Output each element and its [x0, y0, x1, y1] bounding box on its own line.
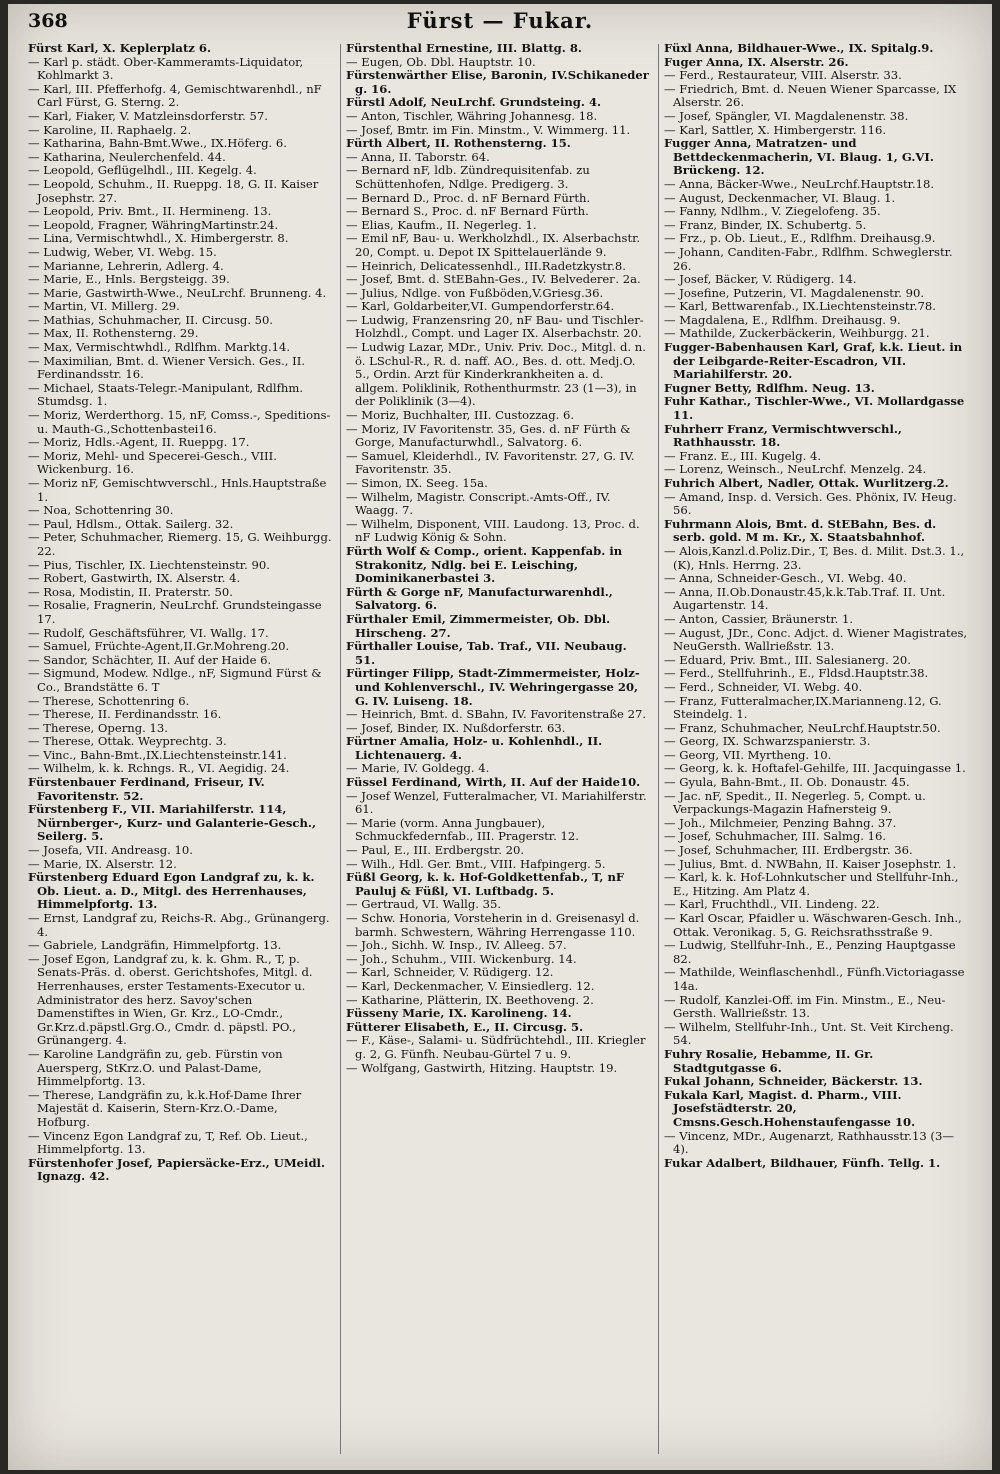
directory-entry: — Karl, Bettwarenfab., IX.Liechtensteinstr.78.: [664, 299, 936, 314]
directory-entry: — Katharine, Plätterin, IX. Beethoveng. 2.: [346, 992, 594, 1007]
directory-heading-entry: Fürth Wolf & Comp., orient. Kappenfab. in Strakonitz, Ndlg. bei E. Leisching, Dominikanerbastei 3.: [346, 543, 623, 586]
directory-entry: — Magdalena, E., Rdlfhm. Dreihausg. 9.: [664, 312, 901, 327]
directory-entry: — Robert, Gastwirth, IX. Alserstr. 4.: [28, 571, 241, 586]
directory-heading-entry: Fuhrmann Alois, Bmt. d. StEBahn, Bes. d. serb. gold. M m. Kr., X. Staatsbahnhof.: [664, 516, 937, 545]
directory-entry: — Lorenz, Weinsch., NeuLrchf. Menzelg. 24.: [664, 462, 927, 477]
directory-entry: — Anna, Bäcker-Wwe., NeuLrchf.Hauptstr.18.: [664, 176, 935, 191]
directory-entry: — Josef Egon, Landgraf zu, k. k. Ghm. R., T, p. Senats-Präs. d. oberst. Gerichtshofes, Mitgl. d. Herrenhauses, erster Testaments-Executor u. Administrator des herz. Savoy'schen Damenstiftes in Wien, Gr. Krz., LO-Cmdr., Gr.Krz.d.päpstl.Grg.O., Cmdr. d. päpstl. PO., Grünangerg. 4.: [28, 951, 313, 1048]
directory-entry: — Leopold, Fragner, WähringMartinstr.24.: [28, 217, 279, 232]
directory-entry: — F., Käse-, Salami- u. Südfrüchtehdl., III. Kriegler g. 2, G. Fünfh. Neubau-Gürtel 7 u. 9.: [346, 1033, 646, 1061]
directory-entry: — Joh., Schuhm., VIII. Wickenburg. 14.: [346, 951, 577, 966]
directory-heading-entry: Fürstenberg Eduard Egon Landgraf zu, k. k. Ob. Lieut. a. D., Mitgl. des Herrenhauses, Himmelpfortg. 13.: [28, 870, 315, 912]
directory-entry: — Mathilde, Weinflaschenhdl., Fünfh.Victoriagasse 14a.: [664, 965, 965, 993]
directory-entry: — Elias, Kaufm., II. Negerleg. 1.: [346, 217, 537, 232]
directory-entry: — Rudolf, Geschäftsführer, VI. Wallg. 17.: [28, 625, 269, 640]
directory-entry: — Vincenz Egon Landgraf zu, T, Ref. Ob. Lieut., Himmelpfortg. 13.: [28, 1128, 308, 1157]
directory-entry: — Sigmund, Modew. Ndlge., nF, Sigmund Fürst & Co., Brandstätte 6. T: [28, 666, 322, 694]
directory-entry: — Josefa, VII. Andreasg. 10.: [28, 843, 193, 858]
directory-heading-entry: Fugner Betty, Rdlfhm. Neug. 13.: [664, 380, 875, 395]
directory-entry: — Friedrich, Bmt. d. Neuen Wiener Sparcasse, IX Alserstr. 26.: [664, 81, 957, 110]
directory-entry: — Georg, IX. Schwarzspanierstr. 3.: [664, 734, 871, 749]
directory-entry: — Bernard D., Proc. d. nF Bernard Fürth.: [346, 190, 591, 205]
directory-entry: — Vincenz, MDr., Augenarzt, Rathhausstr.13 (3—4).: [664, 1128, 954, 1157]
directory-entry: — Schw. Honoria, Vorsteherin in d. Greisenasyl d. barmh. Schwestern, Währing Herrengasse 110.: [346, 911, 640, 939]
directory-entry: — Jac. nF, Spedit., II. Negerleg. 5, Compt. u. Verpackungs-Magazin Hafnersteig 9.: [664, 788, 926, 817]
column-divider: [340, 44, 341, 1454]
directory-entry: — Franz, Schuhmacher, NeuLrchf.Hauptstr.50.: [664, 720, 941, 735]
directory-entry: — Bernard nF, ldb. Zündrequisitenfab. zu Schüttenhofen, Ndlge. Predigerg. 3.: [346, 163, 590, 191]
directory-entry: — Katharina, Bahn-Bmt.Wwe., IX.Höferg. 6.: [28, 136, 287, 151]
directory-entry: — Georg, k. k. Hoftafel-Gehilfe, III. Jacquingasse 1.: [664, 761, 966, 776]
directory-heading-entry: Fuhr Kathar., Tischler-Wwe., VI. Mollardgasse 11.: [664, 394, 965, 423]
directory-entry: — Sandor, Schächter, II. Auf der Haide 6.: [28, 652, 272, 667]
directory-entry: — Karl, Schneider, V. Rüdigerg. 12.: [346, 965, 554, 980]
directory-entry: — Karoline Landgräfin zu, geb. Fürstin von Auersperg, StKrz.O. und Palast-Dame, Himmelpfortg. 13.: [28, 1046, 283, 1089]
column-right: [664, 42, 968, 1462]
directory-entry: — Therese, Ottak. Weyprechtg. 3.: [28, 734, 227, 749]
directory-heading-entry: Fürtner Amalia, Holz- u. Kohlenhdl., II. Lichtenauerg. 4.: [346, 734, 603, 762]
directory-entry: — Paul, E., III. Erdbergstr. 20.: [346, 843, 525, 858]
directory-heading-entry: Fürthaller Louise, Tab. Traf., VII. Neubaug. 51.: [346, 639, 627, 667]
directory-entry: — Mathias, Schuhmacher, II. Circusg. 50.: [28, 312, 274, 327]
directory-entry: — August, Deckenmacher, VI. Blaug. 1.: [664, 190, 896, 205]
directory-entry: — Leopold, Schuhm., II. Rueppg. 18, G. II. Kaiser Josephstr. 27.: [28, 176, 319, 205]
directory-entry: — Georg, VII. Myrtheng. 10.: [664, 747, 832, 762]
directory-entry: — Franz. E., III. Kugelg. 4.: [664, 448, 822, 463]
directory-entry: — Marie (vorm. Anna Jungbauer), Schmuckfedernfab., III. Pragerstr. 12.: [346, 815, 579, 844]
directory-entry: — Anton, Tischler, Währing Johannesg. 18.: [346, 108, 598, 123]
column-middle: [346, 42, 650, 1462]
directory-heading-entry: Fürstl Adolf, NeuLrchf. Grundsteing. 4.: [346, 95, 602, 110]
directory-entry: — Eduard, Priv. Bmt., III. Salesianerg. 20.: [664, 652, 911, 667]
directory-heading-entry: Fürthaler Emil, Zimmermeister, Ob. Dbl. Hirscheng. 27.: [346, 611, 611, 640]
directory-heading-entry: Füßl Georg, k. k. Hof-Goldkettenfab., T, nF Pauluj & Füßl, VI. Luftbadg. 5.: [346, 870, 625, 898]
directory-heading-entry: Fürstenbauer Ferdinand, Friseur, IV. Favoritenstr. 52.: [28, 775, 265, 803]
directory-entry: — Moriz, Buchhalter, III. Custozzag. 6.: [346, 408, 575, 423]
directory-entry: — Ludwig, Weber, VI. Webg. 15.: [28, 244, 217, 259]
directory-entry: — Anna, Schneider-Gesch., VI. Webg. 40.: [664, 571, 907, 586]
directory-entry: — Fanny, Ndlhm., V. Ziegelofeng. 35.: [664, 204, 881, 219]
directory-entry: — Rosalie, Fragnerin, NeuLrchf. Grundsteingasse 17.: [28, 598, 322, 626]
directory-entry: — Josef, Bmtr. im Fin. Minstm., V. Wimmerg. 11.: [346, 122, 631, 137]
directory-entry: — Max, II. Rothensterng. 29.: [28, 326, 199, 341]
directory-heading-entry: Fürstenberg F., VII. Mariahilferstr. 114, Nürnberger-, Kurz- und Galanterie-Gesch., Seilerg. 5.: [28, 802, 316, 844]
directory-entry: — Ferd., Restaurateur, VIII. Alserstr. 33.: [664, 68, 902, 83]
directory-entry: — Therese, Schottenring 6.: [28, 693, 190, 708]
directory-entry: — Wilhelm, k. k. Rchngs. R., VI. Aegidig. 24.: [28, 761, 290, 776]
directory-entry: — Karl p. städt. Ober-Kammeramts-Liquidator, Kohlmarkt 3.: [28, 54, 304, 83]
directory-entry: — Karl, k. k. Hof-Lohnkutscher und Stellfuhr-Inh., E., Hitzing. Am Platz 4.: [664, 870, 959, 898]
directory-heading-entry: Fürst Karl, X. Keplerplatz 6.: [28, 42, 212, 55]
directory-entry: — Josef, Binder, IX. Nußdorferstr. 63.: [346, 720, 566, 735]
directory-entry: — Heinrich, Bmt. d. SBahn, IV. Favoritenstraße 27.: [346, 707, 647, 722]
directory-entry: — Karl, Sattler, X. Himbergerstr. 116.: [664, 122, 887, 137]
directory-entry: — Eugen, Ob. Dbl. Hauptstr. 10.: [346, 54, 536, 69]
page-header: [8, 4, 992, 40]
directory-heading-entry: Füssel Ferdinand, Wirth, II. Auf der Haide10.: [346, 775, 641, 790]
directory-entry: — Samuel, Früchte-Agent,II.Gr.Mohreng.20.: [28, 639, 290, 654]
directory-entry: — Ludwig, Stellfuhr-Inh., E., Penzing Hauptgasse 82.: [664, 938, 956, 966]
directory-entry: — Karl Oscar, Pfaidler u. Wäschwaren-Gesch. Inh., Ottak. Veronikag. 5, G. Reichsrathsstraße 9.: [664, 911, 962, 939]
directory-entry: — Karl, Goldarbeiter,VI. Gumpendorferstr.64.: [346, 299, 615, 314]
directory-entry: — Samuel, Kleiderhdl., IV. Favoritenstr. 27, G. IV. Favoritenstr. 35.: [346, 448, 635, 477]
running-head: Fürst — Fukar.: [406, 8, 594, 33]
directory-entry: — Simon, IX. Seeg. 15a.: [346, 476, 488, 490]
directory-entry: — Karoline, II. Raphaelg. 2.: [28, 122, 192, 137]
directory-heading-entry: Fürstenhofer Josef, Papiersäcke-Erz., UMeidl. Ignazg. 42.: [28, 1155, 325, 1184]
directory-entry: — Marianne, Lehrerin, Adlerg. 4.: [28, 258, 224, 273]
directory-entry: — Max, Vermischtwhdl., Rdlfhm. Marktg.14.: [28, 340, 291, 355]
directory-entry: — Karl, III. Pfefferhofg. 4, Gemischtwarenhdl., nF Carl Fürst, G. Sterng. 2.: [28, 81, 322, 110]
directory-entry: — Karl, Fiaker, V. Matzleinsdorferstr. 57.: [28, 108, 268, 123]
directory-heading-entry: Fukal Johann, Schneider, Bäckerstr. 13.: [664, 1074, 923, 1089]
directory-entry: — Noa, Schottenring 30.: [28, 503, 174, 518]
directory-entry: — Moriz, Mehl- und Specerei-Gesch., VIII. Wickenburg. 16.: [28, 448, 277, 477]
directory-entry: — Johann, Canditen-Fabr., Rdlfhm. Schweglerstr. 26.: [664, 244, 953, 273]
directory-entry: — Leopold, Priv. Bmt., II. Hermineng. 13.: [28, 204, 272, 219]
directory-heading-entry: Fukala Karl, Magist. d. Pharm., VIII. Josefstädterstr. 20, Cmsns.Gesch.Hohenstaufengasse 10.: [664, 1087, 916, 1129]
directory-entry: — Ludwig, Franzensring 20, nF Bau- und Tischler-Holzhdl., Compt. und Lager IX. Alserbachstr. 20.: [346, 312, 644, 341]
directory-entry: — August, JDr., Conc. Adjct. d. Wiener Magistrates, NeuGersth. Wallrießstr. 13.: [664, 625, 968, 654]
directory-entry: — Gertraud, VI. Wallg. 35.: [346, 897, 502, 912]
directory-entry: — Ferd., Schneider, VI. Webg. 40.: [664, 679, 863, 694]
directory-heading-entry: Fuger Anna, IX. Alserstr. 26.: [664, 54, 849, 69]
directory-entry: — Karl, Deckenmacher, V. Einsiedlerg. 12.: [346, 978, 595, 993]
directory-entry: — Franz, Binder, IX. Schubertg. 5.: [664, 217, 867, 232]
directory-entry: — Lina, Vermischtwhdl., X. Himbergerstr. 8.: [28, 231, 289, 246]
directory-entry: — Maximilian, Bmt. d. Wiener Versich. Ges., II. Ferdinandsstr. 16.: [28, 353, 306, 382]
directory-entry: — Wilhelm, Stellfuhr-Inh., Unt. St. Veit Kircheng. 54.: [664, 1019, 954, 1048]
directory-heading-entry: Fürth & Gorge nF, Manufacturwarenhdl., Salvatorg. 6.: [346, 584, 613, 613]
page-number: 368: [28, 10, 68, 32]
directory-heading-entry: Fürtinger Filipp, Stadt-Zimmermeister, Holz- und Kohlenverschl., IV. Wehringergasse 20, G. IV. Luiseng. 18.: [346, 666, 640, 708]
directory-columns: [28, 42, 984, 1462]
directory-entry: — Josef, Bmt. d. StEBahn-Ges., IV. Belvederег. 2a.: [346, 272, 641, 287]
directory-entry: — Paul, Hdlsm., Ottak. Sailerg. 32.: [28, 516, 234, 531]
directory-entry: — Franz, Futteralmacher,IX.Marianneng.12, G. Steindelg. 1.: [664, 693, 942, 722]
directory-entry: — Pius, Tischler, IX. Liechtensteinstr. 90.: [28, 557, 270, 572]
directory-entry: — Ferd., Stellfuhrinh., E., Fldsd.Hauptstr.38.: [664, 666, 929, 681]
directory-heading-entry: Fuhrherr Franz, Vermischtwverschl., Rathhausstr. 18.: [664, 421, 902, 450]
directory-entry: — Marie, IV. Goldegg. 4.: [346, 761, 490, 776]
directory-heading-entry: Fütterer Elisabeth, E., II. Circusg. 5.: [346, 1019, 584, 1034]
directory-heading-entry: Fuhry Rosalie, Hebamme, II. Gr. Stadtgutgasse 6.: [664, 1046, 874, 1075]
directory-entry: — Moriz, Werderthorg. 15, nF, Comss.-, Speditions- u. Mauth-G.,Schottenbastei16.: [28, 408, 331, 436]
directory-entry: — Josef, Schuhmacher, III. Salmg. 16.: [664, 829, 887, 844]
directory-entry: — Moriz, IV Favoritenstr. 35, Ges. d. nF Fürth & Gorge, Manufacturwhdl., Salvatorg. 6.: [346, 421, 631, 450]
directory-entry: — Josef, Bäcker, V. Rüdigerg. 14.: [664, 272, 857, 287]
column-left: [28, 42, 332, 1462]
directory-heading-entry: Fürstenwärther Elise, Baronin, IV.Schikaneder g. 16.: [346, 68, 649, 96]
directory-entry: — Josef, Schuhmacher, III. Erdbergstr. 36.: [664, 843, 913, 858]
directory-heading-entry: Fugger-Babenhausen Karl, Graf, k.k. Lieut. in der Leibgarde-Reiter-Escadron, VII. Mariahilferstr. 20.: [664, 340, 963, 382]
directory-entry: — Anton, Cassier, Bräunerstr. 1.: [664, 611, 854, 626]
directory-entry: — Josef Wenzel, Futteralmacher, VI. Mariahilferstr. 61.: [346, 788, 647, 817]
directory-entry: — Alois,Kanzl.d.Poliz.Dir., T, Bes. d. Milit. Dst.3. 1., (K), Hnls. Herrng. 23.: [664, 543, 965, 572]
directory-entry: — Julius, Bmt. d. NWBahn, II. Kaiser Josephstr. 1.: [664, 856, 957, 871]
directory-entry: — Therese, II. Ferdinandsstr. 16.: [28, 707, 222, 722]
directory-entry: — Bernard S., Proc. d. nF Bernard Fürth.: [346, 204, 589, 219]
directory-entry: — Heinrich, Delicatessenhdl., III.Radetzkystr.8.: [346, 258, 626, 273]
directory-heading-entry: Fukar Adalbert, Bildhauer, Fünfh. Tellg. 1.: [664, 1155, 941, 1170]
directory-entry: — Mathilde, Zuckerbäckerin, Weihburgg. 21.: [664, 326, 930, 341]
directory-entry: — Marie, IX. Alserstr. 12.: [28, 856, 177, 871]
directory-entry: — Amand, Insp. d. Versich. Ges. Phönix, IV. Heug. 56.: [664, 489, 957, 518]
directory-heading-entry: Fugger Anna, Matratzen- und Bettdeckenmacherin, VI. Blaug. 1, G.VI. Brückeng. 12.: [664, 136, 934, 178]
directory-entry: — Moriz nF, Gemischtwverschl., Hnls.Hauptstraße 1.: [28, 476, 327, 504]
directory-entry: — Joh., Sichh. W. Insp., IV. Alleeg. 57.: [346, 938, 567, 953]
directory-entry: — Rosa, Modistin, II. Praterstr. 50.: [28, 584, 233, 599]
directory-entry: — Wilhelm, Magistr. Conscript.-Amts-Off., IV. Waagg. 7.: [346, 489, 611, 518]
directory-entry: — Peter, Schuhmacher, Riemerg. 15, G. Weihburgg. 22.: [28, 530, 332, 558]
directory-entry: — Emil nF, Bau- u. Werkholzhdl., IX. Alserbachstr. 20, Compt. u. Depot IX Spittelauerlände 9.: [346, 231, 641, 259]
directory-entry: — Wilh., Hdl. Ger. Bmt., VIII. Hafpingerg. 5.: [346, 856, 606, 871]
directory-entry: — Karl, Fruchthdl., VII. Lindeng. 22.: [664, 897, 880, 912]
column-divider: [658, 44, 659, 1454]
directory-entry: — Therese, Operng. 13.: [28, 720, 168, 735]
directory-entry: — Marie, Gastwirth-Wwe., NeuLrchf. Brunneng. 4.: [28, 285, 327, 300]
directory-entry: — Katharina, Neulerchenfeld. 44.: [28, 149, 226, 164]
directory-entry: — Gabriele, Landgräfin, Himmelpfortg. 13.: [28, 938, 282, 953]
directory-entry: — Michael, Staats-Telegr.-Manipulant, Rdlfhm. Stumdsg. 1.: [28, 380, 304, 409]
directory-entry: — Moriz, Hdls.-Agent, II. Rueppg. 17.: [28, 435, 250, 450]
directory-entry: — Marie, E., Hnls. Bergsteigg. 39.: [28, 272, 230, 287]
directory-entry: — Leopold, Geflügelhdl., III. Kegelg. 4.: [28, 163, 257, 178]
directory-entry: — Anna, II.Ob.Donaustr.45,k.k.Tab.Traf. II. Unt. Augartenstr. 14.: [664, 584, 946, 613]
directory-entry: — Wilhelm, Disponent, VIII. Laudong. 13, Proc. d. nF Ludwig König & Sohn.: [346, 516, 640, 545]
directory-entry: — Joh., Milchmeier, Penzing Bahng. 37.: [664, 815, 897, 830]
directory-entry: — Gyula, Bahn-Bmt., II. Ob. Donaustr. 45.: [664, 775, 910, 790]
directory-entry: — Anna, II. Taborstr. 64.: [346, 149, 490, 164]
directory-entry: — Julius, Ndlge. von Fußböden,V.Griesg.36.: [346, 285, 604, 300]
directory-page: [8, 4, 992, 1470]
directory-heading-entry: Füsseny Marie, IX. Karolineng. 14.: [346, 1006, 572, 1021]
directory-entry: — Josefine, Putzerin, VI. Magdalenenstr. 90.: [664, 285, 925, 300]
directory-heading-entry: Fürstenthal Ernestine, III. Blattg. 8.: [346, 42, 582, 55]
directory-entry: — Rudolf, Kanzlei-Off. im Fin. Minstm., E., Neu-Gersth. Wallrießstr. 13.: [664, 992, 946, 1021]
directory-entry: — Wolfgang, Gastwirth, Hitzing. Hauptstr. 19.: [346, 1060, 618, 1075]
directory-entry: — Therese, Landgräfin zu, k.k.Hof-Dame Ihrer Majestät d. Kaiserin, Stern-Krz.O.-Dame, Hofburg.: [28, 1087, 302, 1129]
directory-entry: — Martin, VI. Millerg. 29.: [28, 299, 180, 314]
directory-entry: — Ludwig Lazar, MDr., Univ. Priv. Doc., Mitgl. d. n. ö. LSchul-R., R. d. naff. AO., Bes. d. ott. Medj.O. 5., Ordin. Arzt für Kinderkrankheiten a. d. allgem. Poliklinik, Rothenthurmstr. 23 (1—3), in der Poliklinik (3—4).: [346, 340, 646, 409]
directory-heading-entry: Füxl Anna, Bildhauer-Wwe., IX. Spitalg.9.: [664, 42, 934, 55]
directory-entry: — Ernst, Landgraf zu, Reichs-R. Abg., Grünangerg. 4.: [28, 911, 330, 939]
directory-entry: — Vinc., Bahn-Bmt.,IX.Liechtensteinstr.141.: [28, 747, 287, 762]
directory-heading-entry: Fürth Albert, II. Rothensterng. 15.: [346, 136, 571, 151]
directory-entry: — Josef, Spängler, VI. Magdalenenstr. 38.: [664, 108, 909, 123]
directory-entry: — Frz., p. Ob. Lieut., E., Rdlfhm. Dreihausg.9.: [664, 231, 936, 246]
directory-heading-entry: Fuhrich Albert, Nadler, Ottak. Wurlitzerg.2.: [664, 476, 949, 490]
